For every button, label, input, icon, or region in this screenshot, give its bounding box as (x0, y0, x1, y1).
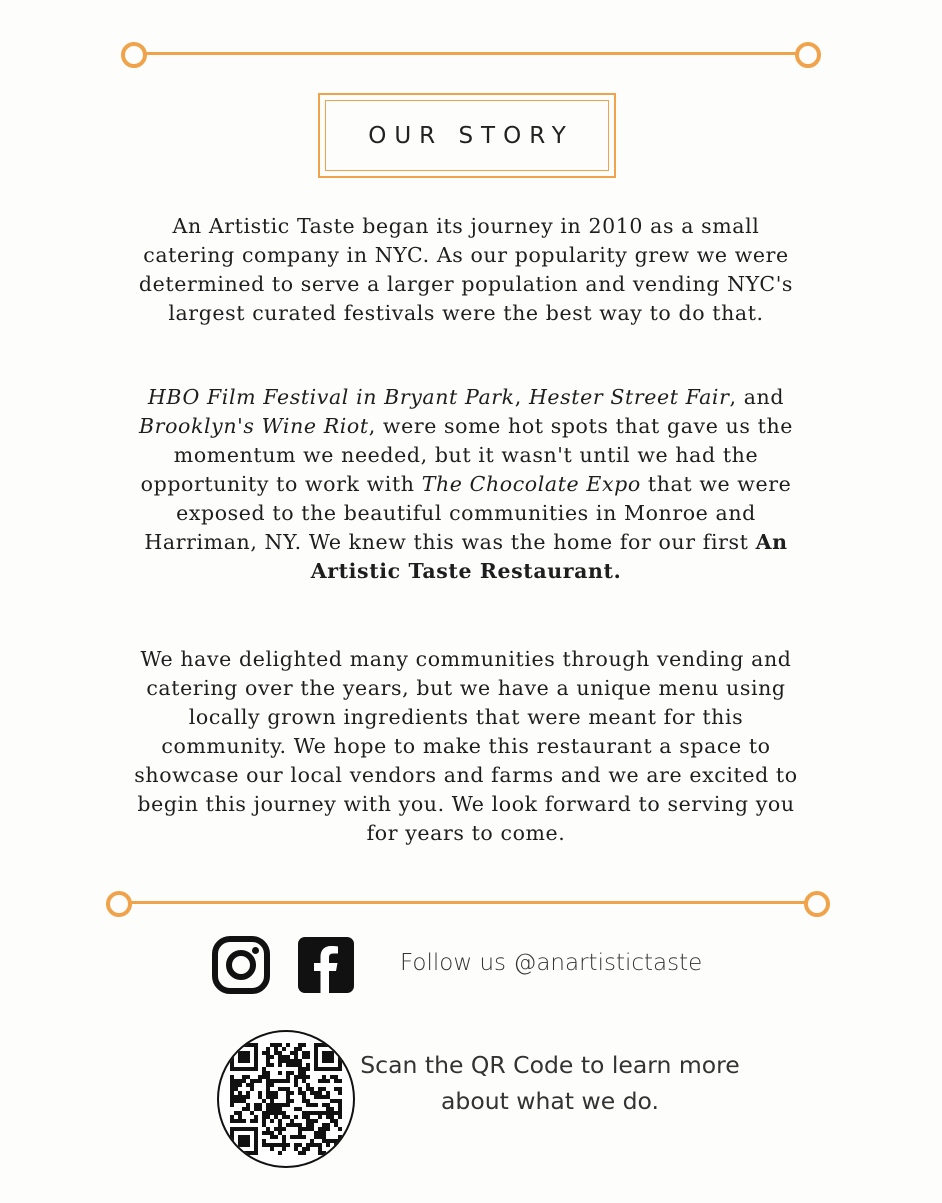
title-inner-frame (325, 100, 609, 171)
text-fragment: , (514, 385, 529, 409)
page-title: OUR STORY (368, 122, 574, 149)
event-wine-riot: Brooklyn's Wine Riot (139, 414, 369, 438)
divider-circle-left (106, 891, 132, 917)
bottom-divider (106, 888, 830, 918)
facebook-icon[interactable] (297, 936, 355, 994)
divider-circle-left (121, 42, 147, 68)
event-hester-street-fair: Hester Street Fair (528, 385, 730, 409)
story-paragraph-3: We have delighted many communities through vending and catering over the years, but we have a unique menu using locally grown ingredients that were meant for this community. We hope to make this restaurant a space to showcase our local vendors and farms and we are excited to begin this journey with you. We look forward to serving you for years to come. (134, 647, 798, 845)
restaurant-name: An Artistic Taste Restaurant. (310, 530, 788, 583)
story-paragraph-1: An Artistic Taste began its journey in 2010 as a small catering company in NYC. As our popularity grew we were determined to serve a larger population and vending NYC's largest curated festivals were the best way to do that. (138, 214, 794, 325)
qr-code-image (219, 1032, 353, 1166)
event-chocolate-expo: The Chocolate Expo (421, 472, 641, 496)
text-fragment: , were some hot spots that gave us the momentum we needed, but it wasn't until we had the opportunity to work with (140, 414, 793, 496)
title-frame (318, 93, 616, 178)
divider-circle-right (804, 891, 830, 917)
instagram-icon[interactable] (212, 936, 270, 994)
divider-line (118, 901, 818, 904)
top-divider (121, 39, 821, 69)
qr-caption: Scan the QR Code to learn more about what we do. (360, 1051, 740, 1115)
text-fragment: , and (729, 385, 785, 409)
follow-us-text: Follow us @anartistictaste (400, 950, 703, 976)
divider-circle-right (795, 42, 821, 68)
text-fragment: that we were exposed to the beautiful communities in Monroe and Harriman, NY. We knew this was the home for our first (144, 472, 792, 554)
event-hbo-film-festival: HBO Film Festival in Bryant Park (147, 385, 515, 409)
divider-line (133, 52, 809, 55)
qr-code[interactable] (217, 1030, 355, 1168)
story-paragraph-2 (130, 383, 802, 586)
